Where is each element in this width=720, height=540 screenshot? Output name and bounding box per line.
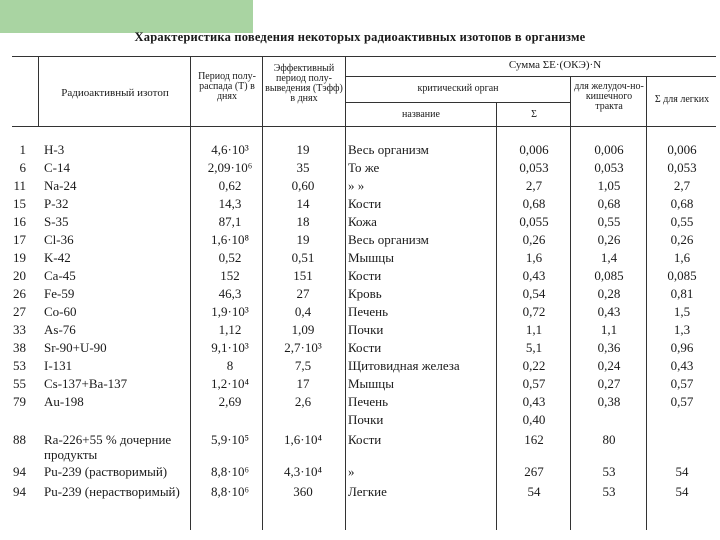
- table-row: [0, 394, 720, 412]
- git-value: 0,053: [594, 160, 624, 175]
- lungs-value: 0,26: [670, 232, 694, 247]
- critical-organ-name: Кости: [348, 268, 382, 283]
- header-lungs: Σ для легких: [654, 94, 710, 105]
- table-row: [0, 196, 720, 214]
- lungs-value: 1,3: [673, 322, 691, 337]
- sum-value: 0,40: [522, 412, 546, 427]
- isotope-name: S-35: [44, 214, 69, 229]
- table-row: [0, 376, 720, 394]
- isotope-name: As-76: [44, 322, 76, 337]
- isotope-number: 1: [19, 142, 26, 157]
- isotope-name: Pu-239 (растворимый): [44, 464, 168, 479]
- table-row: [0, 412, 720, 430]
- git-value: 0,085: [594, 268, 624, 283]
- lungs-value: 0,68: [670, 196, 694, 211]
- isotope-number: 79: [13, 394, 26, 409]
- git-value: 1,1: [600, 322, 618, 337]
- isotope-number: 38: [13, 340, 26, 355]
- half-life-value: 4,6·10³: [211, 142, 249, 157]
- half-life-value: 1,6·10⁸: [210, 232, 250, 247]
- lungs-value: 0,053: [667, 160, 697, 175]
- table-row: [0, 268, 720, 286]
- sum-value: 0,43: [522, 268, 546, 283]
- sum-value: 267: [524, 464, 544, 479]
- critical-organ-name: Печень: [348, 394, 389, 409]
- isotope-name: C-14: [44, 160, 70, 175]
- critical-organ-name: Почки: [348, 412, 384, 427]
- effective-period-value: 2,6: [294, 394, 312, 409]
- header-sigma: Σ: [531, 109, 537, 120]
- isotope-number: 94: [13, 484, 26, 499]
- table-row: [0, 160, 720, 178]
- sum-value: 1,1: [525, 322, 543, 337]
- table-row: [0, 178, 720, 196]
- isotope-number: 53: [13, 358, 26, 373]
- half-life-value: 9,1·10³: [211, 340, 249, 355]
- lungs-value: 0,96: [670, 340, 694, 355]
- green-header-block: [0, 0, 253, 33]
- sum-value: 0,22: [522, 358, 546, 373]
- isotope-number: 33: [13, 322, 26, 337]
- isotope-name: I-131: [44, 358, 73, 373]
- critical-organ-name: Щитовидная железа: [348, 358, 460, 373]
- git-value: 0,55: [597, 214, 621, 229]
- effective-period-value: 0,51: [291, 250, 315, 265]
- effective-period-value: 14: [296, 196, 310, 211]
- effective-period-value: 2,7·10³: [284, 340, 322, 355]
- git-value: 0,28: [597, 286, 621, 301]
- half-life-value: 2,69: [218, 394, 242, 409]
- lungs-value: 0,81: [670, 286, 694, 301]
- git-value: 53: [602, 464, 616, 479]
- table-row: [0, 286, 720, 304]
- table-row: [0, 322, 720, 340]
- isotope-number: 15: [13, 196, 26, 211]
- critical-organ-name: Кости: [348, 432, 382, 447]
- lungs-value: 1,5: [673, 304, 691, 319]
- table-row: [0, 340, 720, 358]
- effective-period-value: 0,60: [291, 178, 315, 193]
- critical-organ-name: Кожа: [348, 214, 377, 229]
- lungs-value: 0,57: [670, 376, 694, 391]
- sum-value: 162: [524, 432, 544, 447]
- isotope-number: 17: [13, 232, 26, 247]
- isotope-name: Ca-45: [44, 268, 76, 283]
- isotope-number: 19: [13, 250, 26, 265]
- isotope-number: 27: [13, 304, 26, 319]
- effective-period-value: 0,4: [294, 304, 312, 319]
- critical-organ-name: То же: [348, 160, 380, 175]
- sum-header-divider: [345, 76, 716, 77]
- header-isotope: Радиоактивный изотоп: [61, 87, 169, 99]
- git-value: 80: [602, 432, 616, 447]
- sum-value: 0,43: [522, 394, 546, 409]
- sum-value: 0,055: [519, 214, 549, 229]
- isotope-name: Cs-137+Ba-137: [44, 376, 128, 391]
- effective-period-value: 17: [296, 376, 310, 391]
- sum-value: 0,72: [522, 304, 546, 319]
- git-value: 1,05: [597, 178, 621, 193]
- half-life-value: 1,12: [218, 322, 242, 337]
- isotope-number: 55: [13, 376, 26, 391]
- isotope-number: 94: [13, 464, 26, 479]
- header-organ-name: название: [402, 109, 440, 120]
- isotope-name: Fe-59: [44, 286, 75, 301]
- critical-organ-name: Почки: [348, 322, 384, 337]
- critical-organ-name: » »: [348, 178, 365, 193]
- header-git: для желудоч-но-кишечного тракта: [574, 81, 644, 112]
- lungs-value: 0,085: [667, 268, 697, 283]
- effective-period-value: 1,6·10⁴: [283, 432, 323, 447]
- isotope-name: Ra-226+55 % дочерние продукты: [44, 432, 172, 462]
- organ-header-divider: [345, 102, 570, 103]
- table-row: [0, 250, 720, 268]
- critical-organ-name: Легкие: [348, 484, 387, 499]
- critical-organ-name: Печень: [348, 304, 389, 319]
- effective-period-value: 19: [296, 232, 310, 247]
- critical-organ-name: Весь организм: [348, 232, 429, 247]
- half-life-value: 152: [220, 268, 240, 283]
- lungs-value: 2,7: [673, 178, 691, 193]
- header-critical-organ: критический орган: [417, 83, 499, 94]
- half-life-value: 5,9·10⁵: [210, 432, 250, 447]
- isotope-number: 11: [13, 178, 26, 193]
- effective-period-value: 35: [296, 160, 310, 175]
- table-row: [0, 232, 720, 250]
- half-life-value: 1,9·10³: [211, 304, 249, 319]
- table-row: [0, 484, 720, 502]
- table-row: [0, 214, 720, 232]
- half-life-value: 14,3: [218, 196, 242, 211]
- sum-value: 2,7: [525, 178, 543, 193]
- isotope-number: 88: [13, 432, 26, 447]
- sum-value: 1,6: [525, 250, 543, 265]
- critical-organ-name: Кровь: [348, 286, 382, 301]
- effective-period-value: 27: [296, 286, 310, 301]
- sum-value: 5,1: [525, 340, 543, 355]
- half-life-value: 8: [226, 358, 234, 373]
- git-value: 0,27: [597, 376, 621, 391]
- table-top-border: [12, 56, 716, 57]
- critical-organ-name: »: [348, 464, 355, 479]
- effective-period-value: 4,3·10⁴: [283, 464, 323, 479]
- half-life-value: 0,52: [218, 250, 242, 265]
- critical-organ-name: Мышцы: [348, 250, 394, 265]
- sum-value: 0,26: [522, 232, 546, 247]
- sum-value: 0,57: [522, 376, 546, 391]
- isotope-number: 26: [13, 286, 26, 301]
- lungs-value: 0,55: [670, 214, 694, 229]
- isotope-name: Na-24: [44, 178, 77, 193]
- sum-value: 0,68: [522, 196, 546, 211]
- header-effective-period: Эффективный период полу-выведения (Tэфф) в днях: [265, 63, 343, 104]
- table-row: [0, 142, 720, 160]
- isotope-name: Au-198: [44, 394, 84, 409]
- sum-value: 0,006: [519, 142, 549, 157]
- isotope-number: 16: [13, 214, 26, 229]
- column-divider-1: [38, 56, 39, 127]
- isotope-name: P-32: [44, 196, 69, 211]
- effective-period-value: 18: [296, 214, 310, 229]
- table-row: [0, 304, 720, 322]
- git-value: 0,68: [597, 196, 621, 211]
- lungs-value: 1,6: [673, 250, 691, 265]
- effective-period-value: 7,5: [294, 358, 312, 373]
- isotope-name: Cl-36: [44, 232, 74, 247]
- half-life-value: 0,62: [218, 178, 242, 193]
- critical-organ-name: Кости: [348, 340, 382, 355]
- half-life-value: 1,2·10⁴: [210, 376, 250, 391]
- isotope-name: Co-60: [44, 304, 77, 319]
- lungs-value: 54: [675, 484, 689, 499]
- lungs-value: 0,006: [667, 142, 697, 157]
- half-life-value: 87,1: [218, 214, 242, 229]
- header-bottom-border: [12, 126, 716, 127]
- critical-organ-name: Весь организм: [348, 142, 429, 157]
- isotope-number: 6: [19, 160, 26, 175]
- table-row: [0, 358, 720, 376]
- lungs-value: 0,43: [670, 358, 694, 373]
- lungs-value: 0,57: [670, 394, 694, 409]
- git-value: 53: [602, 484, 616, 499]
- critical-organ-name: Мышцы: [348, 376, 394, 391]
- half-life-value: 46,3: [218, 286, 242, 301]
- effective-period-value: 360: [293, 484, 313, 499]
- table-title: Характеристика поведения некоторых радиоактивных изотопов в организме: [134, 30, 586, 44]
- effective-period-value: 19: [296, 142, 310, 157]
- half-life-value: 2,09·10⁶: [207, 160, 253, 175]
- half-life-value: 8,8·10⁶: [210, 464, 250, 479]
- isotope-name: Sr-90+U-90: [44, 340, 107, 355]
- effective-period-value: 1,09: [291, 322, 315, 337]
- git-value: 0,006: [594, 142, 624, 157]
- lungs-value: 54: [675, 464, 689, 479]
- isotope-number: 20: [13, 268, 26, 283]
- table-row: [0, 432, 720, 462]
- git-value: 0,24: [597, 358, 621, 373]
- effective-period-value: 151: [293, 268, 313, 283]
- critical-organ-name: Кости: [348, 196, 382, 211]
- table-row: [0, 464, 720, 482]
- sum-value: 0,54: [522, 286, 546, 301]
- git-value: 0,43: [597, 304, 621, 319]
- git-value: 0,38: [597, 394, 621, 409]
- header-sum: Сумма ΣЕ·(ОКЭ)·N: [508, 59, 602, 71]
- isotope-name: Pu-239 (нерастворимый): [44, 484, 180, 499]
- isotope-name: K-42: [44, 250, 71, 265]
- half-life-value: 8,8·10⁶: [210, 484, 250, 499]
- git-value: 0,26: [597, 232, 621, 247]
- git-value: 1,4: [600, 250, 618, 265]
- sum-value: 54: [527, 484, 541, 499]
- header-half-life: Период полу-распада (T) в днях: [198, 71, 256, 102]
- sum-value: 0,053: [519, 160, 549, 175]
- isotope-name: H-3: [44, 142, 65, 157]
- git-value: 0,36: [597, 340, 621, 355]
